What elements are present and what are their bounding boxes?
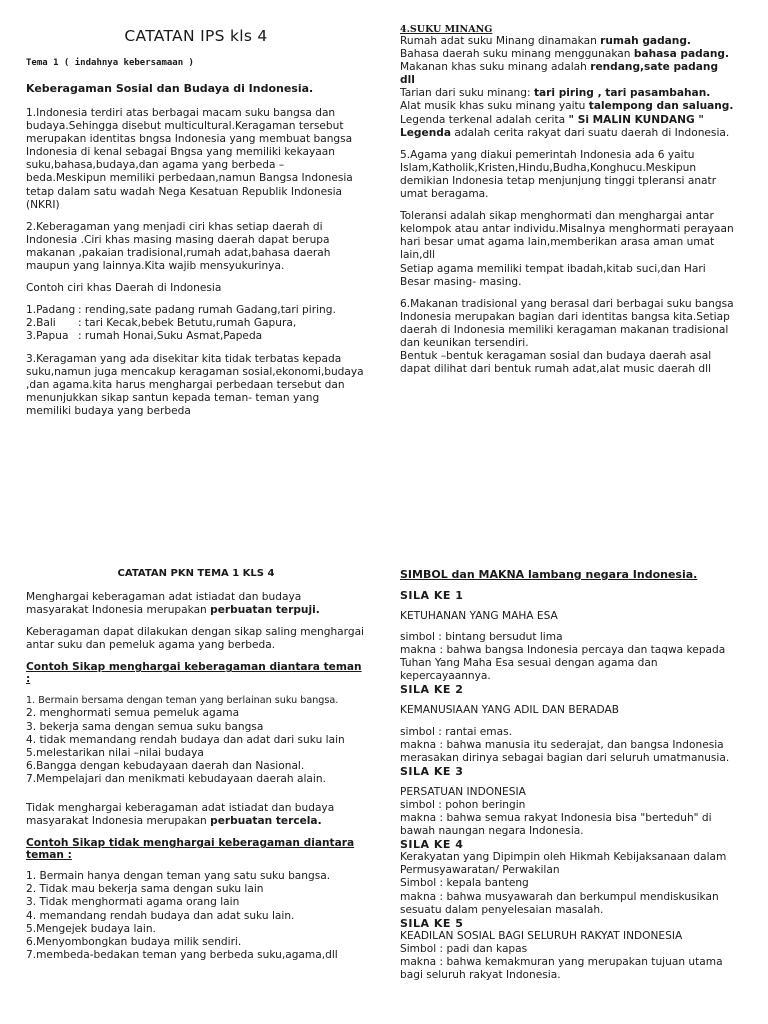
- list-item: 2. menghormati semua pemeluk agama: [26, 707, 240, 720]
- tema-label: Tema 1 ( indahnya kebersamaan ): [26, 58, 194, 68]
- minang-heading: 4.SUKU MINANG: [400, 24, 493, 35]
- minang-line: Bahasa daerah suku minang menggunakan bahasa padang.: [400, 48, 730, 61]
- list-item: 6.Bangga dengan kebudayaan daerah dan Nasional.: [26, 759, 305, 772]
- minang-line: Tarian dari suku minang: tari piring , tari pasambahan.: [400, 87, 711, 100]
- simbol-notes: [400, 568, 740, 1020]
- list-item: 7.Mempelajari dan menikmati kebudayaan daerah alain.: [26, 772, 326, 785]
- minang-line: Alat musik khas suku minang yaitu talempong dan saluang.: [400, 100, 734, 113]
- contoh-label: Contoh ciri khas Daerah di Indonesia: [26, 282, 222, 295]
- minang-line: Rumah adat suku Minang dinamakan rumah gadang.: [400, 35, 691, 47]
- daerah-item: [26, 304, 366, 317]
- sila-4-label: SILA KE 4: [400, 838, 464, 852]
- ips-paragraph-2: 2.Keberagaman yang menjadi ciri khas setiap daerah di Indonesia .Ciri khas masing masing daerah dapat berupa makanan ,pakaian tradisional,rumah adat,bahasa daerah maupun yang lainnya.Kita wajib mensyukurinya.: [26, 220, 331, 273]
- minang-line: Makanan khas suku minang adalah rendang,sate padang dll: [400, 61, 719, 87]
- minang-notes: [400, 24, 736, 500]
- list-item: 3. bekerja sama dengan semua suku bangsa: [26, 720, 264, 733]
- sila-4-makna: makna : bahwa musyawarah dan berkumpul mendiskusikan sesuatu dalam penyelesaian masalah.: [400, 890, 719, 916]
- list-item: 2. Tidak mau bekerja sama dengan suku lain: [26, 883, 264, 896]
- list-item: 1. Bermain bersama dengan teman yang berlainan suku bangsa.: [26, 695, 339, 707]
- tidak-menghargai-heading: Contoh Sikap tidak menghargai keberagaman diantara teman :: [26, 837, 355, 862]
- sila-1-label: SILA KE 1: [400, 589, 464, 602]
- pkn-paragraph-3: Tidak menghargai keberagaman adat istiadat dan budaya masyarakat Indonesia merupakan perbuatan tercela.: [26, 802, 335, 828]
- pkn-title: CATATAN PKN TEMA 1 KLS 4: [117, 568, 275, 579]
- toleransi-paragraph: Toleransi adalah sikap menghormati dan menghargai antar kelompok atau antar individu.Misalnya menghormati perayaan hari besar umat agama lain,memberikan arasa aman umat lain,dll: [400, 210, 734, 262]
- list-item: 1. Bermain hanya dengan teman yang satu suku bangsa.: [26, 870, 331, 883]
- ips-title: CATATAN IPS kls 4: [124, 27, 268, 45]
- sila-3-name: PERSATUAN INDONESIA: [400, 785, 526, 798]
- sila-2-label: SILA KE 2: [400, 683, 464, 697]
- ips-paragraph-3: 3.Keragaman yang ada disekitar kita tidak terbatas kepada suku,namun juga mencakup keragaman sosial,ekonomi,budaya ,dan agama.kita harus menghargai perbedaan tersebut dan menunjukkan sikap santun kepada teman- teman yang memiliki budaya yang berbeda: [26, 352, 364, 417]
- ips-notes: [26, 24, 366, 500]
- pkn-notes: [26, 568, 366, 1020]
- list-item: 6.Menyombongkan budaya milik sendiri.: [26, 935, 242, 948]
- daerah-value: : tari Kecak,bebek Betutu,rumah Gapura,: [78, 317, 297, 330]
- sila-4-simbol: Simbol : kepala banteng: [400, 877, 529, 890]
- sila-1-name: KETUHANAN YANG MAHA ESA: [400, 610, 558, 622]
- list-item: 7.membeda-bedakan teman yang berbeda suku,agama,dll: [26, 948, 338, 961]
- minang-line: Legenda terkenal adalah cerita " Si MALIN KUNDANG ": [400, 113, 704, 126]
- sila-1-makna: makna : bahwa bangsa Indonesia percaya dan taqwa kepada Tuhan Yang Maha Esa sesuai dengan agama dan kepercayaannya.: [400, 644, 726, 683]
- daerah-name: 1.Padang: [26, 304, 76, 317]
- daerah-list: [26, 304, 366, 343]
- list-item: 5.Mengejek budaya lain.: [26, 922, 156, 935]
- agama-paragraph: 5.Agama yang diakui pemerintah Indonesia ada 6 yaitu Islam,Katholik,Kristen,Hindu,Budha,Konghucu.Meskipun demikian Indonesia tetap menjunjung tinggi tpleransi anatr umat beragama.: [400, 148, 717, 201]
- sila-5-name: KEADILAN SOSIAL BAGI SELURUH RAKYAT INDONESIA: [400, 929, 683, 942]
- sila-5-simbol: Simbol : padi dan kapas: [400, 942, 528, 955]
- daerah-item: [26, 317, 366, 330]
- daerah-item: [26, 330, 366, 343]
- sila-4-name: Kerakyatan yang Dipimpin oleh Hikmah Kebijaksanaan dalam Permusyawaratan/ Perwakilan: [400, 851, 727, 877]
- sila-3-label: SILA KE 3: [400, 764, 464, 778]
- simbol-heading: SIMBOL dan MAKNA lambang negara Indonesia.: [400, 568, 698, 581]
- ibadah-paragraph: Setiap agama memiliki tempat ibadah,kitab suci,dan Hari Besar masing- masing.: [400, 262, 706, 288]
- sila-2-name: KEMANUSIAAN YANG ADIL DAN BERADAB: [400, 704, 619, 717]
- list-item: 5.melestarikan nilai –nilai budaya: [26, 746, 204, 759]
- bentuk-paragraph: Bentuk –bentuk keragaman sosial dan budaya daerah asal dapat dilihat dari bentuk rumah adat,alat music daerah dll: [400, 350, 712, 376]
- daerah-value: : rending,sate padang rumah Gadang,tari piring.: [78, 304, 336, 317]
- list-item: 4. tidak memandang rendah budaya dan adat dari suku lain: [26, 733, 345, 746]
- ips-heading: Keberagaman Sosial dan Budaya di Indonesia.: [26, 82, 314, 95]
- sila-5-makna: makna : bahwa kemakmuran yang merupakan tujuan utama bagi seluruh rakyat Indonesia.: [400, 955, 723, 981]
- daerah-name: 2.Bali: [26, 317, 56, 330]
- tidak-menghargai-list: [26, 870, 366, 962]
- sila-3-simbol: simbol : pohon beringin: [400, 798, 526, 811]
- daerah-name: 3.Papua: [26, 330, 69, 343]
- sila-5-label: SILA KE 5: [400, 916, 464, 930]
- sila-1-simbol: simbol : bintang bersudut lima: [400, 631, 563, 644]
- makanan-paragraph: 6.Makanan tradisional yang berasal dari berbagai suku bangsa Indonesia merupakan bagian dari identitas bangsa kita.Setiap daerah di Indonesia memiliki keragaman makanan tradisional dan keunikan tersendiri.: [400, 297, 734, 349]
- sila-3-makna: makna : bahwa semua rakyat Indonesia bisa "berteduh" di bawah naungan negara Indonesia.: [400, 812, 712, 838]
- list-item: 4. memandang rendah budaya dan adat suku lain.: [26, 909, 295, 922]
- ips-paragraph-1: 1.Indonesia terdiri atas berbagai macam suku bangsa dan budaya.Sehingga disebut multicultural.Keragaman tersebut merupakan identitas bngsa Indonesia yang membuat bangsa Indonesia di kenal sebagai Bngsa yang memiliki kekayaan suku,bahasa,budaya,dan agama yang berbeda – beda.Meskipun memiliki perbedaan,namun Bangsa Indonesia tetap dalam satu wadah Nega Kesatuan Republik Indonesia (NKRI): [26, 107, 353, 211]
- sila-2-makna: makna : bahwa manusia itu sederajat, dan bangsa Indonesia merasakan dirinya sebagai bagian dari seluruh umatmanusia.: [400, 738, 730, 764]
- minang-line: Legenda adalah cerita rakyat dari suatu daerah di Indonesia.: [400, 126, 730, 139]
- pkn-paragraph-1: Menghargai keberagaman adat istiadat dan budaya masyarakat Indonesia merupakan perbuatan terpuji.: [26, 591, 320, 617]
- menghargai-list: [26, 694, 366, 786]
- daerah-value: : rumah Honai,Suku Asmat,Papeda: [78, 330, 263, 343]
- pkn-paragraph-2: Keberagaman dapat dilakukan dengan sikap saling menghargai antar suku dan pemeluk agama yang berbeda.: [26, 626, 365, 652]
- menghargai-heading: Contoh Sikap menghargai keberagaman diantara teman :: [26, 661, 362, 686]
- sila-2-simbol: simbol : rantai emas.: [400, 725, 512, 738]
- list-item: 3. Tidak menghormati agama orang lain: [26, 896, 240, 909]
